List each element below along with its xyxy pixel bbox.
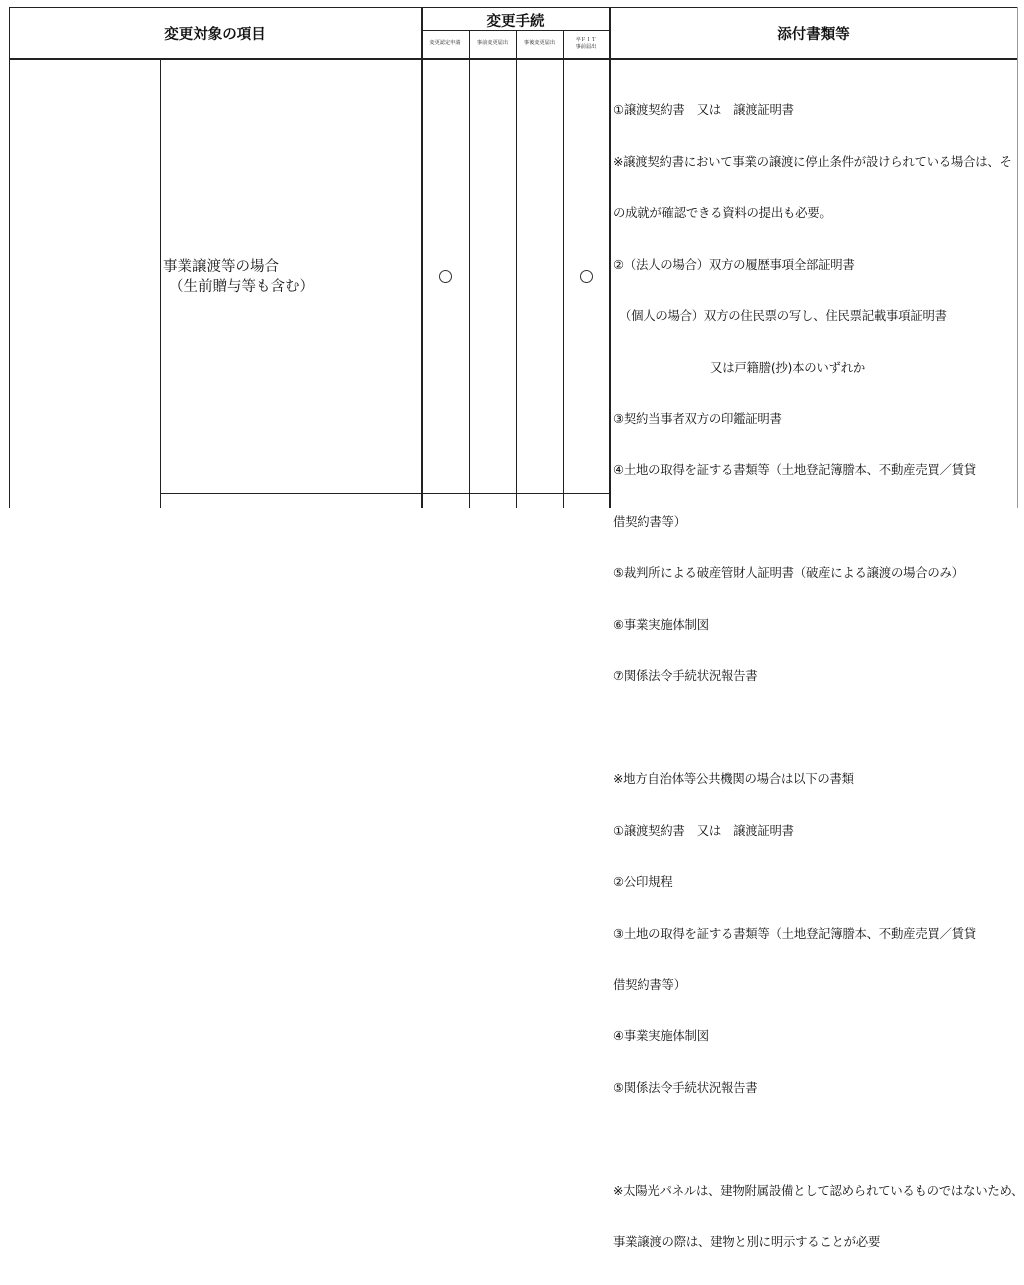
subheader-text: 事後変更届出 [523, 40, 556, 46]
subheader-post-notice [516, 40, 563, 47]
document-line: ⑦関係法令手続状況報告書 [613, 668, 758, 684]
document-line: ②（法人の場合）双方の履歴事項全部証明書 [613, 256, 855, 272]
document-line: 事業譲渡の際は、建物と別に明示することが必要 [613, 1234, 881, 1250]
subheader-prior-notice [469, 40, 516, 47]
procedure-left-border [421, 7, 423, 508]
subheader-text: 事前届出 [575, 44, 597, 50]
subheader-text: 変更認定申請 [429, 40, 461, 46]
document-line: 借契約書等） [613, 513, 686, 529]
subheader-change-approval [421, 40, 469, 47]
table-top-border [9, 7, 1017, 8]
procedure-right-border [609, 7, 611, 508]
item-label [163, 257, 314, 297]
document-line: の成就が確認できる資料の提出も必要。 [613, 205, 832, 221]
document-line: ④土地の取得を証する書類等（土地登記簿謄本、不動産売買／賃貸 [613, 462, 976, 478]
procedure-divider-2 [516, 30, 517, 508]
document-line: 又は戸籍謄(抄)本のいずれか [613, 359, 865, 375]
document-line: ※太陽光パネルは、建物附属設備として認められているものではないため、 [613, 1182, 1024, 1198]
document-line: ①譲渡契約書 又は 譲渡証明書 [613, 822, 794, 838]
document-line: （個人の場合）双方の住民票の写し、住民票記載事項証明書 [613, 308, 947, 324]
circle-mark-post-fit [580, 270, 593, 283]
item-subcolumn-divider [160, 59, 161, 508]
procedure-divider-1 [469, 30, 470, 508]
document-line: ⑤裁判所による破産管財人証明書（破産による譲渡の場合のみ） [613, 565, 964, 581]
document-line: ⑥事業実施体制図 [613, 616, 709, 632]
header-bottom-border [9, 58, 1017, 60]
circle-mark-change-approval [439, 270, 452, 283]
item-label-line: 事業譲渡等の場合 [163, 259, 279, 275]
subheader-post-fit [563, 37, 609, 51]
document-line: ④事業実施体制図 [613, 1028, 709, 1044]
table-right-border [1017, 7, 1018, 508]
subheader-text: 卒ＦＩＴ [575, 37, 597, 43]
attached-documents-list [613, 67, 1024, 1285]
row-bottom-border [160, 493, 610, 494]
subheader-text: 事前変更届出 [476, 40, 509, 46]
document-line: ③契約当事者双方の印鑑証明書 [613, 411, 782, 427]
document-line: 借契約書等） [613, 977, 686, 993]
procedure-column-header: 変更手続 [486, 14, 545, 30]
document-line [613, 719, 1015, 736]
documents-column-header: 添付書類等 [777, 27, 850, 43]
procedure-divider-3 [563, 30, 564, 508]
document-line: ※譲渡契約書において事業の譲渡に停止条件が設けられている場合は、そ [613, 153, 1012, 169]
document-line: ⑤関係法令手続状況報告書 [613, 1079, 758, 1095]
document-line: ③土地の取得を証する書類等（土地登記簿謄本、不動産売買／賃貸 [613, 925, 976, 941]
item-label-line: （生前贈与等も含む） [169, 279, 314, 295]
document-line: ①譲渡契約書 又は 譲渡証明書 [613, 102, 794, 118]
document-line: ②公印規程 [613, 874, 673, 890]
document-line: ※地方自治体等公共機関の場合は以下の書類 [613, 771, 854, 787]
table-left-border [9, 7, 10, 508]
document-line [613, 1130, 1015, 1147]
item-column-header: 変更対象の項目 [164, 27, 266, 43]
